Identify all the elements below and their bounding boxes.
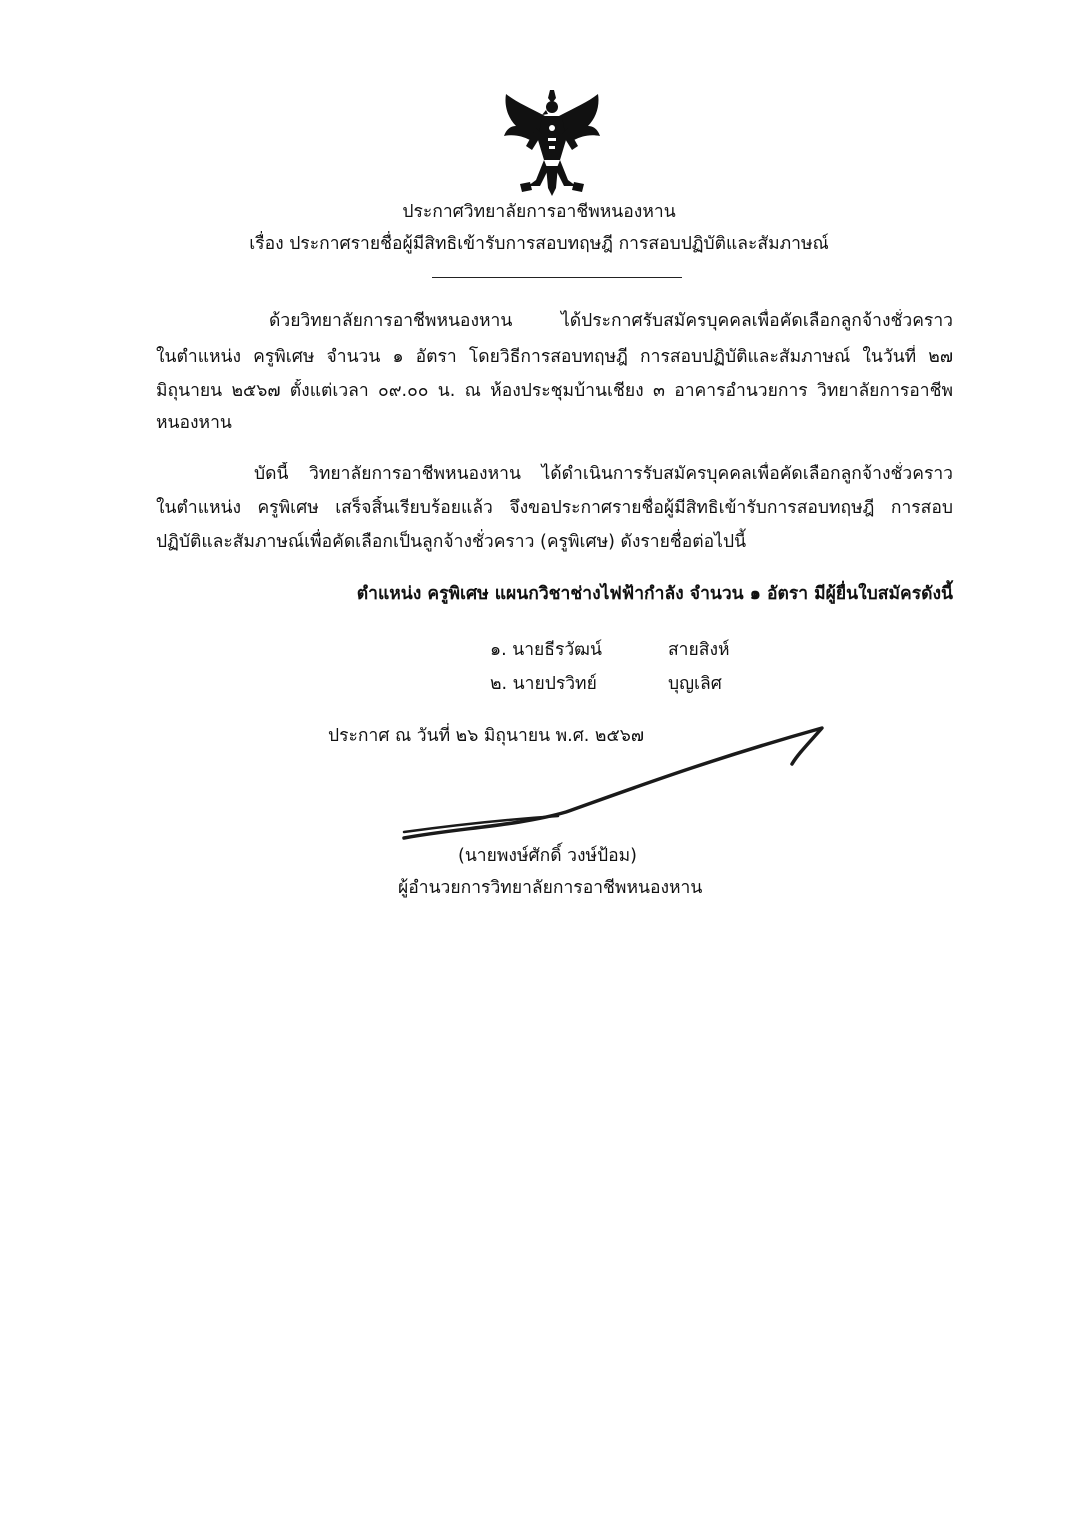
- candidate-1-last-name: สายสิงห์: [668, 640, 730, 660]
- paragraph-1-line-4: หนองหาน: [156, 413, 232, 433]
- document-title: ประกาศวิทยาลัยการอาชีพหนองหาน: [402, 202, 676, 222]
- paragraph-2-line-3: ปฏิบัติและสัมภาษณ์เพื่อคัดเลือกเป็นลูกจ้างชั่วคราว (ครูพิเศษ) ดังรายชื่อต่อไปนี้: [156, 532, 747, 552]
- signer-name: (นายพงษ์ศักดิ์ วงษ์ป้อม): [458, 846, 638, 866]
- paragraph-1-line-3: มิถุนายน ๒๕๖๗ ตั้งแต่เวลา ๐๙.๐๐ น. ณ ห้องประชุมบ้านเชียง ๓ อาคารอำนวยการ วิทยาลัยการอาชีพ: [156, 381, 953, 401]
- document-subject: เรื่อง ประกาศรายชื่อผู้มีสิทธิเข้ารับการสอบทฤษฎี การสอบปฏิบัติและสัมภาษณ์: [249, 234, 829, 254]
- paragraph-2-line-1: บัดนี้ วิทยาลัยการอาชีพหนองหาน ได้ดำเนินการรับสมัครบุคคลเพื่อคัดเลือกลูกจ้างชั่วคราว: [254, 464, 953, 484]
- garuda-emblem-icon: [496, 88, 608, 200]
- paragraph-1-line-2: ในตำแหน่ง ครูพิเศษ จำนวน ๑ อัตรา โดยวิธีการสอบทฤษฎี การสอบปฏิบัติและสัมภาษณ์ ในวันที่ ๒๗: [156, 347, 953, 367]
- signer-title: ผู้อำนวยการวิทยาลัยการอาชีพหนองหาน: [398, 878, 703, 898]
- paragraph-1-line-1: ด้วยวิทยาลัยการอาชีพหนองหาน ได้ประกาศรับสมัครบุคคลเพื่อคัดเลือกลูกจ้างชั่วคราว: [269, 311, 953, 331]
- title-divider: [432, 277, 682, 278]
- announcement-date: ประกาศ ณ วันที่ ๒๖ มิถุนายน พ.ศ. ๒๕๖๗: [328, 726, 644, 746]
- candidate-1-first-name: ๑. นายธีรวัฒน์: [490, 640, 602, 660]
- position-heading: ตำแหน่ง ครูพิเศษ แผนกวิชาช่างไฟฟ้ากำลัง จำนวน ๑ อัตรา มีผู้ยื่นใบสมัครดังนี้: [356, 584, 953, 604]
- candidate-2-first-name: ๒. นายปรวิทย์: [490, 674, 597, 694]
- candidate-2-last-name: บุญเลิศ: [668, 674, 722, 694]
- signature-mark-icon: [398, 720, 838, 848]
- paragraph-2-line-2: ในตำแหน่ง ครูพิเศษ เสร็จสิ้นเรียบร้อยแล้ว จึงขอประกาศรายชื่อผู้มีสิทธิเข้ารับการสอบทฤษฎี การสอบ: [156, 498, 953, 518]
